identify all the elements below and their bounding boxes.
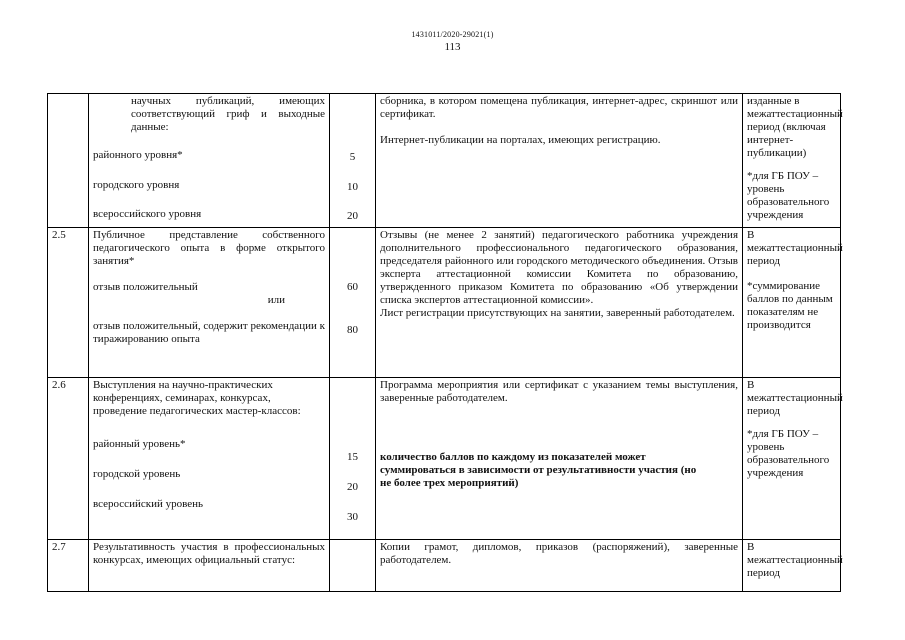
table-row: [48, 228, 841, 378]
criterion-text: Выступления на научно-практических конференциях, семинарах, конкурсах, проведение педагогических мастер-классов:: [93, 379, 301, 417]
score-value: 20: [347, 481, 358, 493]
note-text: изданные в межаттестационный период (включая интернет-публикации): [747, 95, 843, 159]
document-text: Копии грамот, дипломов, приказов (распоряжений), заверенные работодателем.: [380, 541, 738, 566]
document-cell: [376, 540, 743, 592]
table-row: [48, 378, 841, 540]
note-cell: [743, 228, 841, 378]
note-text: *для ГБ ПОУ – уровень образовательного учреждения: [747, 428, 830, 479]
score-cell: [330, 228, 376, 378]
note-text: *для ГБ ПОУ – уровень образовательного учреждения: [747, 170, 830, 221]
criterion-cell: [89, 378, 330, 540]
score-value: 15: [347, 451, 358, 463]
document-text: сборника, в котором помещена публикация, интернет-адрес, скриншот или сертификат.: [380, 95, 738, 120]
criterion-text: научных публикаций, имеющих соответствующий гриф и выходные данные:: [131, 95, 325, 133]
level-label: районный уровень*: [93, 438, 186, 450]
row-number: [48, 94, 89, 228]
criterion-text: Публичное представление собственного педагогического опыта в форме открытого занятия*: [93, 229, 325, 267]
row-number: 2.6: [48, 378, 89, 540]
document-text: Лист регистрации присутствующих на занятии, заверенный работодателем.: [380, 307, 735, 319]
note-text: *суммирование баллов по данным показателям не производится: [747, 280, 833, 331]
or-label: или: [267, 294, 285, 306]
criteria-table: [47, 93, 841, 592]
score-cell: [330, 378, 376, 540]
level-label: районного уровня*: [93, 149, 183, 161]
level-label: всероссийский уровень: [93, 498, 204, 510]
note-text: В межаттестационный период: [747, 541, 843, 579]
table-row: [48, 94, 841, 228]
level-label: отзыв положительный, содержит рекомендации к тиражированию опыта: [93, 320, 325, 345]
level-label: отзыв положительный: [93, 281, 198, 293]
criterion-cell: [89, 540, 330, 592]
score-cell: [330, 94, 376, 228]
note-cell: [743, 540, 841, 592]
document-code: 1431011/2020-29021(1): [411, 30, 494, 39]
score-value: 30: [347, 511, 358, 523]
row-number: 2.5: [48, 228, 89, 378]
document-text: Отзывы (не менее 2 занятий) педагогического работника учреждения дополнительного профессионального педагогического образования, председателя районного или городского методического объединения. Отзыв эксперта аттестационной комиссии Комитета по образованию, утвержденного приказом Комитета по образованию «Об утверждении списка экспертов аттестационной комиссии».: [380, 229, 738, 306]
note-cell: [743, 378, 841, 540]
criterion-text: Результативность участия в профессиональных конкурсах, имеющих официальный статус:: [93, 541, 325, 566]
score-cell: [330, 540, 376, 592]
level-label: городской уровень: [93, 468, 181, 480]
score-value: 60: [347, 281, 358, 293]
note-text: В межаттестационный период: [747, 229, 843, 267]
document-text: Программа мероприятия или сертификат с указанием темы выступления, заверенные работодателем.: [380, 379, 738, 404]
criterion-cell: [89, 228, 330, 378]
score-value: 20: [347, 210, 358, 222]
level-label: городского уровня: [93, 179, 180, 191]
score-value: 10: [347, 181, 358, 193]
document-text: количество баллов по каждому из показателей может суммироваться в зависимости от результативности участия (но не более трех мероприятий): [380, 451, 697, 489]
level-label: всероссийского уровня: [93, 208, 202, 220]
criterion-cell: [89, 94, 330, 228]
document-cell: [376, 228, 743, 378]
table-row: [48, 540, 841, 592]
document-cell: [376, 94, 743, 228]
document-text: Интернет-публикации на порталах, имеющих регистрацию.: [380, 134, 661, 146]
note-cell: [743, 94, 841, 228]
score-value: 80: [347, 324, 358, 336]
score-value: 5: [349, 151, 356, 163]
row-number: 2.7: [48, 540, 89, 592]
page-number: 113: [444, 41, 461, 53]
document-cell: [376, 378, 743, 540]
note-text: В межаттестационный период: [747, 379, 843, 417]
